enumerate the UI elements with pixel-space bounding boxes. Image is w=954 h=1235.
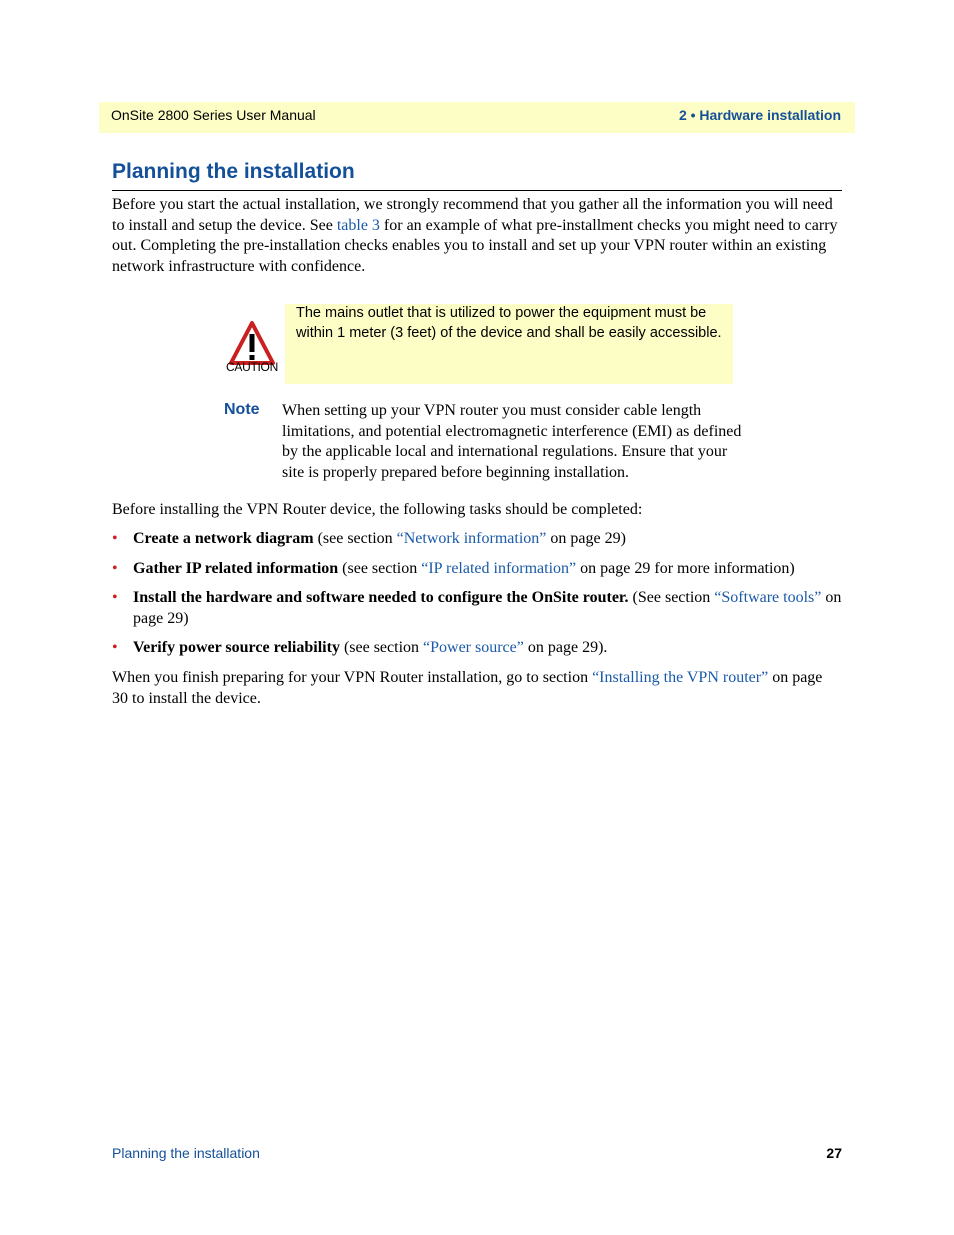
task-text: (see section [338, 559, 422, 577]
note-label: Note [224, 401, 260, 418]
task-text: (See section [628, 589, 715, 606]
software-tools-link[interactable]: “Software tools” [714, 589, 822, 606]
closing-text-end: on page 30 to install the device. [112, 669, 823, 707]
footer-section-title: Planning the installation [112, 1145, 260, 1161]
ip-related-information-link[interactable]: “IP related information” [421, 559, 577, 577]
bullet: • [112, 530, 118, 547]
network-information-link[interactable]: “Network information” [396, 530, 547, 547]
intro-text-end: for an example of what pre-installment checks you might need to carry out. Completing the pre-installation checks enables you to install and set up your VPN router within an existing network infrastructure with confidence. [112, 216, 838, 275]
bullet: • [112, 639, 118, 656]
closing-text-start: When you finish preparing for your VPN Router installation, go to section [112, 669, 593, 686]
installing-vpn-router-link[interactable]: “Installing the VPN router” [592, 669, 769, 686]
intro-paragraph [112, 195, 842, 277]
task-title: Verify power source reliability [133, 639, 340, 656]
list-item [112, 588, 842, 629]
task-text: on page 29). [523, 639, 608, 656]
task-text: (see section [339, 639, 424, 656]
task-text: on page 29) [133, 589, 842, 627]
task-title: Gather IP related information [133, 559, 339, 577]
power-source-link[interactable]: “Power source” [423, 639, 524, 656]
bullet: • [112, 559, 118, 577]
tasks-intro: Before installing the VPN Router device, the following tasks should be completed: [112, 501, 643, 518]
bullet: • [112, 589, 118, 606]
list-item [112, 559, 842, 580]
task-title: Install the hardware and software needed to configure the OnSite router. [133, 589, 629, 606]
list-item [112, 638, 842, 659]
manual-title: OnSite 2800 Series User Manual [111, 107, 316, 123]
caution-label: CAUTION [226, 360, 278, 374]
chapter-title: 2 • Hardware installation [678, 107, 841, 123]
title-rule [112, 190, 842, 191]
task-text: on page 29 for more information) [576, 559, 795, 577]
page-number: 27 [826, 1145, 842, 1161]
running-header [99, 102, 855, 133]
task-text: (see section [313, 530, 397, 547]
caution-box [285, 304, 733, 384]
intro-text-start: Before you start the actual installation, we strongly recommend that you gather all the information you will need to install and setup the device. See [112, 196, 833, 234]
section-title: Planning the installation [112, 160, 355, 183]
list-item [112, 529, 842, 550]
note-text: When setting up your VPN router you must consider cable length limitations, and potential electromagnetic interference (EMI) as defined by the applicable local and international regulations. Ensure that your site is properly prepared before beginning installation. [282, 402, 742, 481]
task-title: Create a network diagram [133, 530, 314, 547]
caution-text: The mains outlet that is utilized to power the equipment must be within 1 meter (3 feet) of the device and shall be easily accessible. [296, 305, 722, 341]
closing-paragraph [112, 668, 842, 709]
task-list [112, 529, 842, 668]
task-text: on page 29) [546, 530, 626, 547]
table-3-link[interactable]: table 3 [336, 216, 380, 234]
